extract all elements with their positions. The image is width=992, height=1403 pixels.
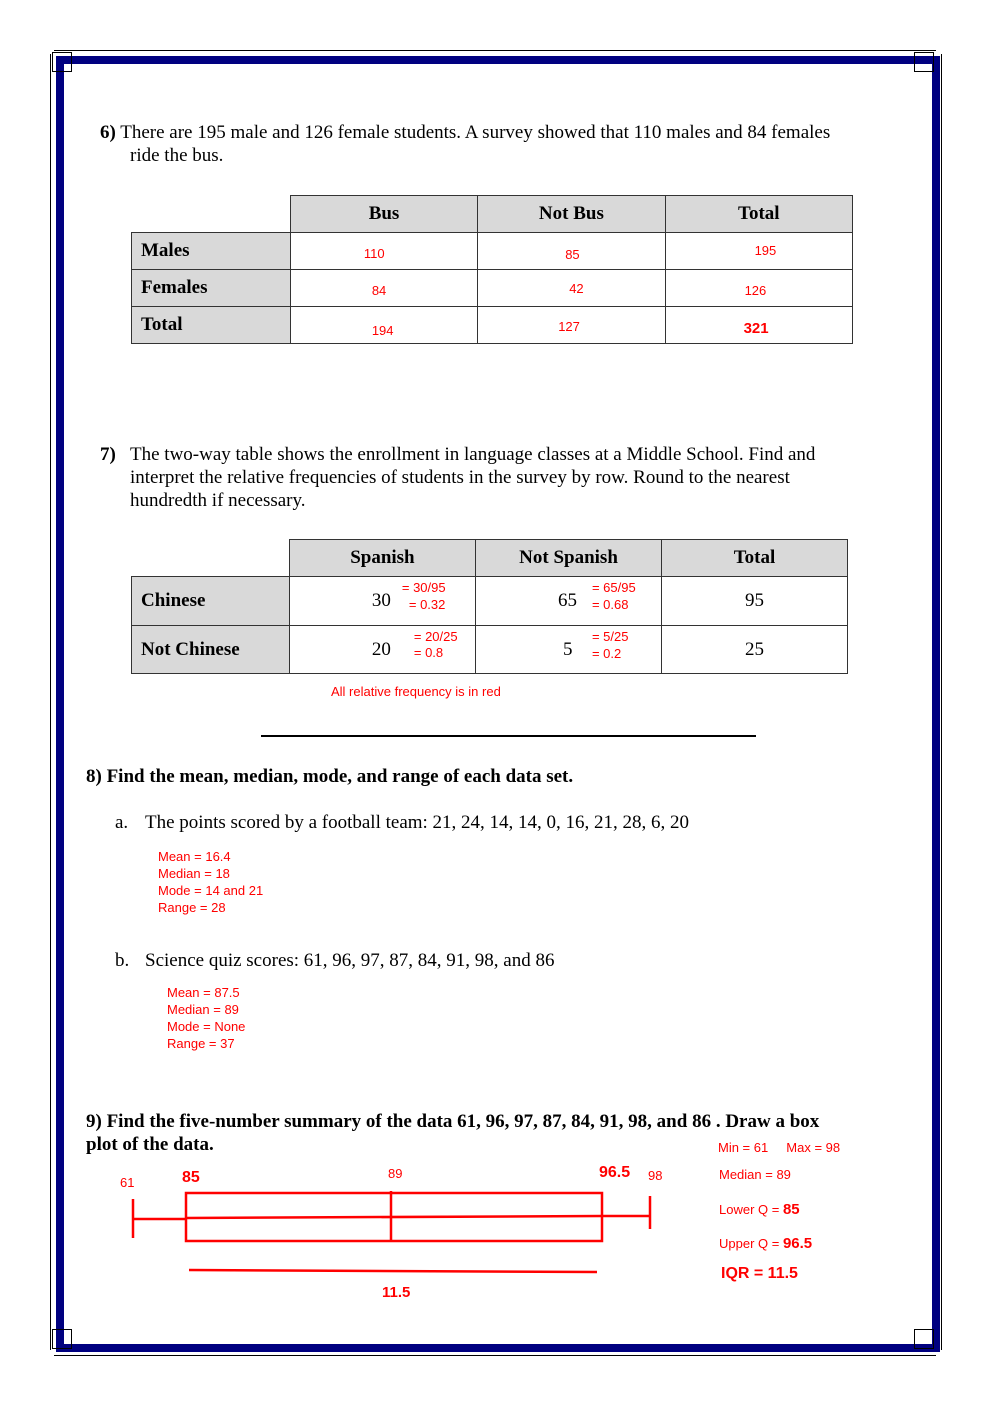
answer-mode: Mode = None [167, 1019, 246, 1034]
answer-mean: Mean = 16.4 [158, 849, 231, 864]
boxplot-iqr-label: 11.5 [382, 1284, 411, 1301]
column-header: Total [662, 540, 848, 577]
table-cell: 25 [662, 626, 848, 674]
row-header: Total [132, 307, 291, 344]
table-cell: 194 [290, 307, 477, 344]
table-cell: 84 [290, 270, 477, 307]
relative-frequency-note: All relative frequency is in red [331, 684, 501, 699]
table-cell: 195 [665, 233, 852, 270]
question-8a-text: The points scored by a football team: 21, 24, 14, 14, 0, 16, 21, 28, 6, 20 [145, 812, 690, 833]
question-9-title-line2: plot of the data. [86, 1134, 214, 1155]
table-cell: 20 = 20/25 = 0.8 [289, 626, 475, 674]
table-cell: 110 [290, 233, 477, 270]
answer-mode: Mode = 14 and 21 [158, 883, 264, 898]
question-7-text-line3: hundredth if necessary. [130, 490, 306, 511]
question-8-title: 8) Find the mean, median, mode, and range of each data set. [86, 766, 574, 787]
column-header: Total [665, 196, 852, 233]
column-header: Spanish [289, 540, 475, 577]
table-cell: 127 [478, 307, 665, 344]
summary-median: Median = 89 [719, 1167, 791, 1182]
relative-frequency-fraction: = 65/95 [591, 580, 636, 595]
question-8a-label: a. [115, 812, 129, 833]
summary-upper-q: Upper Q = 96.5 [719, 1235, 813, 1252]
column-header: Bus [290, 196, 477, 233]
relative-frequency-decimal: = 0.68 [591, 597, 629, 612]
summary-lower-q: Lower Q = 85 [719, 1201, 800, 1218]
row-header: Females [132, 270, 291, 307]
boxplot-max-label: 98 [648, 1168, 663, 1183]
boxplot-min-label: 61 [120, 1175, 135, 1190]
row-header: Chinese [132, 577, 290, 626]
iqr-span-line [189, 1270, 597, 1272]
table-cell: 126 [665, 270, 852, 307]
question-7-text-line1: The two-way table shows the enrollment in language classes at a Middle School. Find and [130, 444, 816, 465]
table-cell: 65 = 65/95 = 0.68 [475, 577, 661, 626]
answer-median: Median = 89 [167, 1002, 239, 1017]
question-7-text-line2: interpret the relative frequencies of students in the survey by row. Round to the nearest [130, 467, 790, 488]
column-header: Not Bus [478, 196, 665, 233]
boxplot-q1-label: 85 [182, 1169, 200, 1186]
answer-range: Range = 28 [158, 900, 226, 915]
question-6-text: 6) There are 195 male and 126 female students. A survey showed that 110 males and 84 females [100, 122, 831, 143]
row-header: Males [132, 233, 291, 270]
answer-range: Range = 37 [167, 1036, 235, 1051]
question-6-text-line2: ride the bus. [130, 145, 224, 166]
question-8b-label: b. [115, 950, 130, 971]
column-header: Not Spanish [475, 540, 661, 577]
table-cell: 42 [478, 270, 665, 307]
relative-frequency-fraction: = 20/25 [413, 629, 458, 644]
relative-frequency-fraction: = 5/25 [591, 629, 629, 644]
answer-mean: Mean = 87.5 [167, 985, 240, 1000]
summary-iqr: IQR = 11.5 [721, 1265, 798, 1282]
answer-median: Median = 18 [158, 866, 230, 881]
boxplot-median-label: 89 [388, 1166, 403, 1181]
question-8b-text: Science quiz scores: 61, 96, 97, 87, 84, 91, 98, and 86 [145, 950, 555, 971]
table-cell: 95 [662, 577, 848, 626]
table-cell: 85 [478, 233, 665, 270]
boxplot-q3-label: 96.5 [599, 1164, 631, 1181]
table-cell: 5 = 5/25 = 0.2 [475, 626, 661, 674]
relative-frequency-decimal: = 0.32 [408, 597, 446, 612]
box-center-line [186, 1216, 602, 1218]
table-cell: 30 = 30/95 = 0.32 [289, 577, 475, 626]
relative-frequency-decimal: = 0.8 [413, 645, 444, 660]
question-number: 7) [100, 444, 116, 465]
relative-frequency-fraction: = 30/95 [401, 580, 446, 595]
relative-frequency-decimal: = 0.2 [591, 646, 622, 661]
table-cell: 321 [665, 307, 852, 344]
question-9-title-line1: 9) Find the five-number summary of the data 61, 96, 97, 87, 84, 91, 98, and 86 . Draw a box [86, 1111, 820, 1132]
row-header: Not Chinese [132, 626, 290, 674]
summary-min-max: Min = 61 Max = 98 [718, 1140, 841, 1155]
question-number: 6) [100, 122, 116, 143]
